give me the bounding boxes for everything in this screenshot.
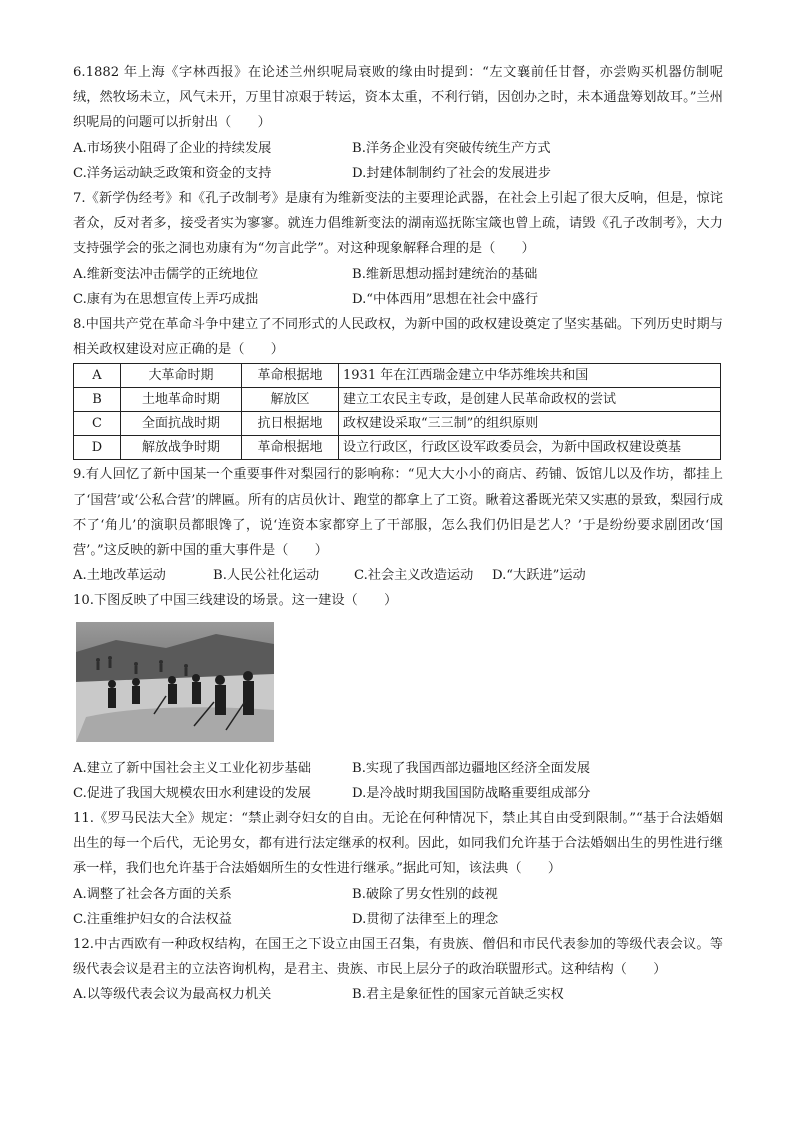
- question-10-option-d[interactable]: D.是冷战时期我国国防战略重要组成部分: [352, 785, 591, 801]
- table-cell: 革命根据地: [242, 364, 339, 388]
- table-cell: 大革命时期: [121, 364, 242, 388]
- question-10-option-a[interactable]: A.建立了新中国社会主义工业化初步基础: [73, 760, 311, 776]
- table-cell: 土地革命时期: [121, 388, 242, 412]
- question-12-option-a[interactable]: A.以等级代表会议为最高权力机关: [73, 987, 272, 1003]
- question-8-table: [73, 363, 721, 460]
- question-11-stem: 11.《罗马民法大全》规定：“禁止剥夺妇女的自由。无论在何种情况下，禁止其自由受到限制。”“基于合法婚姻出生的每一个后代，无论男女，都有进行法定继承的权利。因此，如同我们允许基于合法婚姻出生的男性进行继承一样，我们也允许基于合法婚姻所生的女性进行继承。”据此可知，该法典（ ）: [73, 811, 723, 877]
- question-6-option-d[interactable]: D.封建体制制约了社会的发展进步: [352, 165, 551, 181]
- question-11-option-b[interactable]: B.破除了男女性别的歧视: [352, 886, 498, 902]
- exam-page: [73, 60, 723, 1008]
- question-10-options: [73, 756, 723, 806]
- table-cell: 解放战争时期: [121, 436, 242, 460]
- question-6-stem: 6.1882 年上海《字林西报》在论述兰州织呢局衰败的缘由时提到：“左文襄前任甘督，亦尝购买机器仿制呢绒，然牧场未立，风气未开，万里甘凉艰于转运，资本太重，不利行销，因创办之时，未本通盘筹划故耳。”兰州织呢局的问题可以折射出（ ）: [73, 65, 723, 131]
- table-cell: D: [74, 436, 121, 460]
- table-cell: C: [74, 412, 121, 436]
- question-12-stem: 12.中古西欧有一种政权结构，在国王之下设立由国王召集，有贵族、僧侣和市民代表参加的等级代表会议。等级代表会议是君主的立法咨询机构，是君主、贵族、市民上层分子的政治联盟形式。这种结构（ ）: [73, 937, 723, 978]
- question-9-option-d[interactable]: D.“大跃进”运动: [492, 568, 586, 584]
- question-11-option-c[interactable]: C.注重维护妇女的合法权益: [73, 911, 232, 927]
- table-cell: 建立工农民主专政，是创建人民革命政权的尝试: [339, 388, 721, 412]
- table-row[interactable]: [74, 436, 721, 460]
- question-11-option-d[interactable]: D.贯彻了法律至上的理念: [352, 911, 499, 927]
- question-9-option-a[interactable]: A.土地改革运动: [73, 568, 166, 584]
- question-9-stem: 9.有人回忆了新中国某一个重要事件对梨园行的影响称：“见大大小小的商店、药铺、饭馆儿以及作坊，都挂上了‘国营’或‘公私合营’的牌匾。所有的店员伙计、跑堂的都拿上了工资。瞅着这番既光荣又实惠的景致，梨园行成不了‘角儿’的演职员都眼馋了，说‘连资本家都穿上了干部服，怎么我们仍旧是艺人？’于是纷纷要求剧团改‘国营’。”这反映的新中国的重大事件是（ ）: [73, 467, 723, 559]
- question-7-option-d[interactable]: D.“中体西用”思想在社会中盛行: [352, 291, 539, 307]
- photo-illustration: [76, 622, 274, 742]
- table-row[interactable]: [74, 388, 721, 412]
- question-9-option-b[interactable]: B.人民公社化运动: [213, 568, 320, 584]
- question-8-stem: 8.中国共产党在革命斗争中建立了不同形式的人民政权，为新中国的政权建设奠定了坚实基础。下列历史时期与相关政权建设对应正确的是（ ）: [73, 317, 723, 358]
- question-10-option-b[interactable]: B.实现了我国西部边疆地区经济全面发展: [352, 760, 591, 776]
- table-cell: 1931 年在江西瑞金建立中华苏维埃共和国: [339, 364, 721, 388]
- question-7-options: [73, 262, 723, 312]
- table-cell: 设立行政区，行政区设军政委员会，为新中国政权建设奠基: [339, 436, 721, 460]
- question-9-option-c[interactable]: C.社会主义改造运动: [354, 568, 474, 584]
- question-6-option-b[interactable]: B.洋务企业没有突破传统生产方式: [352, 140, 551, 156]
- question-12-options: [73, 982, 723, 1007]
- question-9-options: [73, 563, 723, 588]
- question-7-option-c[interactable]: C.康有为在思想宣传上弄巧成拙: [73, 291, 259, 307]
- question-12-option-b[interactable]: B.君主是象征性的国家元首缺乏实权: [352, 987, 564, 1003]
- table-cell: A: [74, 364, 121, 388]
- question-11-option-a[interactable]: A.调整了社会各方面的关系: [73, 886, 232, 902]
- third-front-construction-photo: [76, 622, 274, 742]
- question-7-stem: 7.《新学伪经考》和《孔子改制考》是康有为维新变法的主要理论武器，在社会上引起了很大反响，但是，惊诧者众，反对者多，接受者实为寥寥。就连力倡维新变法的湖南巡抚陈宝箴也曾上疏，请毁《孔子改制考》，大力支持强学会的张之洞也劝康有为“勿言此学”。对这种现象解释合理的是（ ）: [73, 191, 723, 257]
- question-6-option-a[interactable]: A.市场狭小阻碍了企业的持续发展: [73, 140, 272, 156]
- table-cell: 全面抗战时期: [121, 412, 242, 436]
- table-cell: 政权建设采取“三三制”的组织原则: [339, 412, 721, 436]
- question-6-option-c[interactable]: C.洋务运动缺乏政策和资金的支持: [73, 165, 272, 181]
- table-cell: 革命根据地: [242, 436, 339, 460]
- question-10-stem: 10.下图反映了中国三线建设的场景。这一建设（ ）: [73, 593, 398, 609]
- table-cell: B: [74, 388, 121, 412]
- table-row[interactable]: [74, 412, 721, 436]
- question-7-option-b[interactable]: B.维新思想动摇封建统治的基础: [352, 266, 538, 282]
- question-11-options: [73, 882, 723, 932]
- table-row[interactable]: [74, 364, 721, 388]
- question-10-option-c[interactable]: C.促进了我国大规模农田水利建设的发展: [73, 785, 311, 801]
- question-6-options: [73, 136, 723, 186]
- table-cell: 解放区: [242, 388, 339, 412]
- table-cell: 抗日根据地: [242, 412, 339, 436]
- question-7-option-a[interactable]: A.维新变法冲击儒学的正统地位: [73, 266, 259, 282]
